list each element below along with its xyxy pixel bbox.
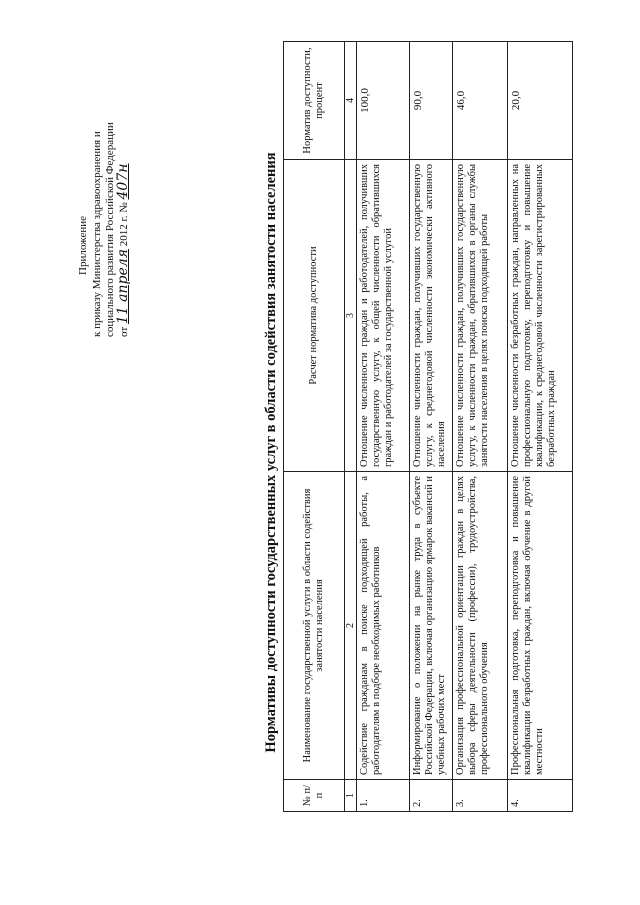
column-number: 2 xyxy=(345,472,357,780)
order-prefix: к приказу xyxy=(91,291,103,337)
header-number: № п/п xyxy=(284,780,345,812)
table-header-row xyxy=(284,42,345,812)
service-name: Организация профессиональной ориентации граждан в целях выбора сферы деятельности (профессии), трудоустройства, профессионального обучения xyxy=(453,472,508,780)
calculation-text: Отношение численности граждан, получивших государственную услугу, к численности граждан, обратившихся в органы службы занятости населения в целях поиска подходящей работы xyxy=(453,160,508,472)
page-title: Нормативы доступности государственных услуг в области содействия занятости населения xyxy=(263,152,279,753)
row-number: 1. xyxy=(357,780,410,812)
header-calculation: Расчет норматива доступности xyxy=(284,160,345,472)
row-number: 3. xyxy=(453,780,508,812)
norm-value: 100,0 xyxy=(357,42,410,160)
service-name: Содействие гражданам в поиске подходящей работы, а работодателям в подборе необходимых работников xyxy=(357,472,410,780)
ministry-line-1: Министерства здравоохранения и xyxy=(91,131,103,290)
column-number: 4 xyxy=(345,42,357,160)
order-date-line xyxy=(117,164,131,337)
header-service: Наименование государственной услуги в области содействия занятости населения xyxy=(284,472,345,780)
column-number-row xyxy=(345,42,357,812)
table-row xyxy=(453,42,508,812)
column-number: 3 xyxy=(345,160,357,472)
appendix-title: Приложение xyxy=(77,215,89,275)
norm-value: 20,0 xyxy=(508,42,573,160)
handwritten-number: 407н xyxy=(115,163,131,200)
date-prefix: от xyxy=(118,326,130,337)
calculation-text: Отношение численности граждан и работодателей, получивших государственную услугу, к общей численности обратившихся граждан и работодателей за государственной услугой xyxy=(357,160,410,472)
service-name: Информирование о положении на рынке труда в субъекте Российской Федерации, включая организацию ярмарок вакансий и учебных рабочих мест xyxy=(410,472,453,780)
column-number: 1 xyxy=(345,780,357,812)
ministry-line-2: социального развития Российской Федерации xyxy=(104,122,116,337)
table-row xyxy=(508,42,573,812)
handwritten-date: 11 апреля xyxy=(115,249,131,325)
norm-value: 46,0 xyxy=(453,42,508,160)
row-number: 2. xyxy=(410,780,453,812)
calculation-text: Отношение численности безработных граждан, направленных на профессиональную подготовку, переподготовку и повышение квалификации, к среднегодовой численности зарегистрированных безработных граждан xyxy=(508,160,573,472)
norms-table xyxy=(283,41,573,812)
norm-value: 90,0 xyxy=(410,42,453,160)
header-norm: Норматив доступности, процент xyxy=(284,42,345,160)
row-number: 4. xyxy=(508,780,573,812)
service-name: Профессиональная подготовка, переподготовка и повышение квалификации безработных граждан, включая обучение в другой местности xyxy=(508,472,573,780)
calculation-text: Отношение численности граждан, получивших государственную услугу, к среднегодовой численности экономически активного населения xyxy=(410,160,453,472)
table-row xyxy=(357,42,410,812)
table-row xyxy=(410,42,453,812)
date-suffix: 2012 г. № xyxy=(118,202,130,247)
